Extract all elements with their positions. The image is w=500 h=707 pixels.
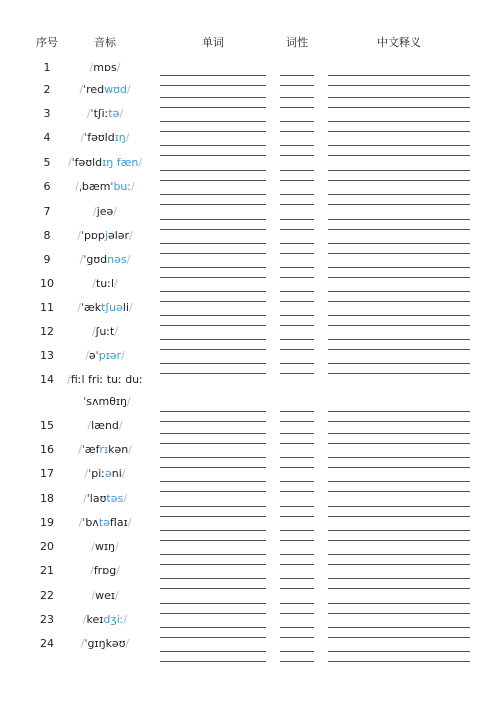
phonetic-text — [79, 516, 132, 530]
phonetic-highlight: ə — [104, 467, 112, 480]
phonetic-text — [78, 443, 132, 457]
meaning-answer-line[interactable] — [328, 457, 470, 458]
word-answer-line[interactable] — [160, 457, 266, 458]
phonetic-part: ʃuːt — [95, 325, 115, 338]
phonetic-part: ˈred — [83, 83, 105, 96]
row-number: 9 — [43, 253, 51, 266]
meaning-answer-line[interactable] — [328, 75, 470, 76]
pos-answer-line[interactable] — [280, 170, 314, 171]
slash-mark: / — [91, 589, 96, 602]
row-number: 19 — [40, 516, 54, 529]
slash-mark: / — [128, 443, 132, 456]
pos-answer-line[interactable] — [280, 75, 314, 76]
slash-mark: / — [91, 540, 95, 553]
phonetic-text — [81, 637, 129, 651]
meaning-answer-line[interactable] — [328, 194, 470, 195]
slash-mark: / — [116, 61, 121, 74]
phonetic-part: li — [122, 301, 130, 314]
pos-answer-line[interactable] — [280, 661, 314, 662]
slash-mark: / — [114, 589, 119, 602]
phonetic-part: ˈfəʊld — [71, 156, 103, 169]
phonetic-text — [90, 564, 120, 578]
table-row — [0, 61, 500, 85]
meaning-answer-line[interactable] — [328, 578, 470, 579]
slash-mark: / — [119, 107, 124, 120]
phonetic-part: flaɪ — [109, 516, 128, 529]
phonetic-text — [84, 467, 125, 481]
pos-answer-line[interactable] — [280, 554, 314, 555]
phonetic-text — [83, 613, 127, 627]
slash-mark: / — [125, 637, 130, 650]
word-answer-line[interactable] — [160, 433, 266, 434]
meaning-answer-line[interactable] — [328, 315, 470, 316]
slash-mark: / — [91, 325, 96, 338]
phonetic-part: ˈfəʊld — [84, 131, 115, 144]
row-number: 12 — [40, 325, 54, 338]
phonetic-part: ˈlaʊ — [86, 492, 107, 505]
row-number: 16 — [40, 443, 54, 456]
table-row — [0, 613, 500, 637]
slash-mark: / — [77, 301, 81, 314]
row-number: 20 — [40, 540, 54, 553]
row-number: 11 — [40, 301, 54, 314]
phonetic-part: ˌbæmˈ — [78, 180, 114, 193]
phonetic-part: ˈtʃiː — [90, 107, 109, 120]
phonetic-highlight: ɪŋ fæn — [102, 156, 139, 169]
row-number: 7 — [43, 205, 51, 218]
slash-mark: / — [78, 443, 82, 456]
slash-mark: / — [116, 564, 120, 577]
pos-answer-line[interactable] — [280, 243, 314, 244]
phonetic-part: mɒs — [93, 61, 117, 74]
phonetic-part: frɒg — [93, 564, 117, 577]
meaning-answer-line[interactable] — [328, 554, 470, 555]
phonetic-text — [92, 325, 118, 339]
slash-mark: / — [86, 107, 91, 120]
phonetic-highlight: pɪər — [98, 349, 122, 362]
slash-mark: / — [79, 253, 84, 266]
slash-mark: / — [75, 180, 79, 193]
row-number: 18 — [40, 492, 54, 505]
phonetic-text — [87, 107, 123, 121]
table-row — [0, 373, 500, 408]
slash-mark: / — [80, 637, 85, 650]
table-row — [0, 325, 500, 349]
table-row — [0, 301, 500, 325]
phonetic-part: wɪŋ — [94, 540, 116, 553]
table-row — [0, 83, 500, 107]
phonetic-highlight: tʃuə — [101, 301, 123, 314]
header-meaning: 中文释义 — [377, 36, 421, 49]
table-row — [0, 131, 500, 155]
row-number: 15 — [40, 419, 54, 432]
slash-mark: / — [84, 467, 89, 480]
slash-mark: / — [80, 131, 85, 144]
phonetic-text — [81, 131, 130, 145]
header-word: 单词 — [202, 36, 224, 49]
phonetic-text — [85, 349, 125, 363]
table-row — [0, 637, 500, 661]
phonetic-part: ˈgɪŋkəʊ — [84, 637, 126, 650]
pos-answer-line[interactable] — [280, 291, 314, 292]
slash-mark: / — [113, 205, 118, 218]
phonetic-highlight: wʊd — [104, 83, 127, 96]
row-number: 3 — [43, 107, 51, 120]
slash-mark: / — [87, 419, 92, 432]
table-row — [0, 540, 500, 564]
phonetic-part: əˈ — [88, 349, 99, 362]
slash-mark: / — [92, 205, 97, 218]
phonetic-text — [79, 83, 130, 97]
row-number: 5 — [43, 156, 51, 169]
phonetic-highlight: tə — [98, 516, 110, 529]
meaning-answer-line[interactable] — [328, 661, 470, 662]
pos-answer-line[interactable] — [280, 530, 314, 531]
pos-answer-line[interactable] — [280, 578, 314, 579]
pos-answer-line[interactable] — [280, 267, 314, 268]
slash-mark: / — [127, 516, 132, 529]
table-row — [0, 443, 500, 467]
phonetic-part: ˈpiː — [88, 467, 105, 480]
meaning-answer-line[interactable] — [328, 651, 470, 652]
table-row — [0, 589, 500, 613]
phonetic-highlight: ɪŋ — [114, 131, 126, 144]
meaning-answer-line[interactable] — [328, 145, 470, 146]
slash-mark: / — [114, 277, 118, 290]
pos-answer-line[interactable] — [280, 145, 314, 146]
row-number: 8 — [43, 229, 51, 242]
phonetic-text — [93, 205, 117, 219]
meaning-answer-line[interactable] — [328, 530, 470, 531]
pos-answer-line[interactable] — [280, 339, 314, 340]
phonetic-text — [67, 373, 143, 387]
slash-mark: / — [83, 492, 87, 505]
slash-mark: / — [138, 156, 143, 169]
slash-mark: / — [78, 516, 83, 529]
pos-answer-line[interactable] — [280, 219, 314, 220]
word-answer-line[interactable] — [160, 481, 266, 482]
word-answer-line[interactable] — [160, 530, 266, 531]
phonetic-part: ˈsʌmθɪŋ — [83, 395, 128, 408]
slash-mark: / — [123, 613, 128, 626]
word-answer-line[interactable] — [160, 243, 266, 244]
row-number: 13 — [40, 349, 54, 362]
meaning-answer-line[interactable] — [328, 603, 470, 604]
slash-mark: / — [126, 83, 131, 96]
meaning-answer-line[interactable] — [328, 267, 470, 268]
word-answer-line[interactable] — [160, 578, 266, 579]
phonetic-part: ˈpɒp — [80, 229, 105, 242]
meaning-answer-line[interactable] — [328, 219, 470, 220]
phonetic-text — [91, 589, 118, 603]
table-row — [0, 156, 500, 180]
pos-answer-line[interactable] — [280, 651, 314, 652]
row-number: 17 — [40, 467, 54, 480]
word-answer-line[interactable] — [160, 291, 266, 292]
table-row — [0, 180, 500, 204]
table-row — [0, 419, 500, 443]
row-number: 1 — [43, 61, 51, 74]
row-number: 22 — [40, 589, 54, 602]
slash-mark: / — [90, 564, 94, 577]
word-answer-line[interactable] — [160, 315, 266, 316]
phonetic-part: jeə — [96, 205, 114, 218]
slash-mark: / — [129, 301, 133, 314]
word-answer-line[interactable] — [160, 554, 266, 555]
slash-mark: / — [126, 253, 131, 266]
meaning-answer-line[interactable] — [328, 121, 470, 122]
phonetic-highlight: tə — [108, 107, 120, 120]
row-number: 4 — [43, 131, 51, 144]
phonetic-part: ˈgʊd — [83, 253, 108, 266]
table-row — [0, 467, 500, 491]
meaning-answer-line[interactable] — [328, 291, 470, 292]
pos-answer-line[interactable] — [280, 315, 314, 316]
phonetic-text — [80, 253, 131, 267]
slash-mark: / — [131, 180, 135, 193]
pos-answer-line[interactable] — [280, 194, 314, 195]
phonetic-part: ələr — [107, 229, 130, 242]
word-answer-line[interactable] — [160, 363, 266, 364]
slash-mark: / — [92, 277, 96, 290]
pos-answer-line[interactable] — [280, 506, 314, 507]
meaning-answer-line[interactable] — [328, 97, 470, 98]
word-answer-line[interactable] — [160, 603, 266, 604]
word-answer-line[interactable] — [160, 339, 266, 340]
row-number: 24 — [40, 637, 54, 650]
word-answer-line[interactable] — [160, 627, 266, 628]
phonetic-part: kən — [108, 443, 129, 456]
row-number: 23 — [40, 613, 54, 626]
pos-answer-line[interactable] — [280, 97, 314, 98]
phonetic-highlight: j — [104, 229, 108, 242]
meaning-answer-line[interactable] — [328, 170, 470, 171]
header-phonetic: 音标 — [94, 36, 116, 49]
header-index: 序号 — [36, 36, 58, 49]
word-answer-line[interactable] — [160, 75, 266, 76]
phonetic-part: weɪ — [95, 589, 115, 602]
word-answer-line[interactable] — [160, 661, 266, 662]
table-row — [0, 107, 500, 131]
header-pos: 词性 — [286, 36, 308, 49]
pos-answer-line[interactable] — [280, 433, 314, 434]
word-answer-line[interactable] — [160, 267, 266, 268]
slash-mark: / — [129, 229, 133, 242]
phonetic-part: ˈæk — [80, 301, 102, 314]
meaning-answer-line[interactable] — [328, 363, 470, 364]
slash-mark: / — [115, 540, 119, 553]
table-row — [0, 205, 500, 229]
table-row — [0, 277, 500, 301]
phonetic-part: ˈbʌ — [82, 516, 99, 529]
slash-mark: / — [121, 467, 126, 480]
meaning-answer-line[interactable] — [328, 506, 470, 507]
pos-answer-line[interactable] — [280, 457, 314, 458]
phonetic-part: tuːl — [95, 277, 115, 290]
slash-mark: / — [125, 131, 130, 144]
meaning-answer-line[interactable] — [328, 627, 470, 628]
meaning-answer-line[interactable] — [328, 243, 470, 244]
slash-mark: / — [82, 613, 87, 626]
phonetic-text — [92, 277, 117, 291]
slash-mark: / — [67, 373, 71, 386]
phonetic-text — [77, 301, 133, 315]
slash-mark: / — [118, 419, 123, 432]
phonetic-part: fiːl friː tuː duː — [70, 373, 143, 386]
phonetic-part: lænd — [91, 419, 119, 432]
phonetic-part: keɪ — [86, 613, 104, 626]
slash-mark: / — [114, 325, 119, 338]
slash-mark: / — [127, 395, 131, 408]
pos-answer-line[interactable] — [280, 121, 314, 122]
table-row — [0, 253, 500, 277]
phonetic-text — [91, 540, 119, 554]
phonetic-highlight: nəs — [107, 253, 127, 266]
phonetic-text — [83, 492, 127, 506]
meaning-answer-line[interactable] — [328, 433, 470, 434]
row-number: 10 — [40, 277, 54, 290]
word-answer-line[interactable] — [160, 411, 266, 412]
meaning-answer-line[interactable] — [328, 411, 470, 412]
table-row — [0, 516, 500, 540]
slash-mark: / — [79, 83, 84, 96]
table-header — [0, 34, 500, 54]
pos-answer-line[interactable] — [280, 603, 314, 604]
word-answer-line[interactable] — [160, 651, 266, 652]
table-row — [0, 229, 500, 253]
phonetic-text — [68, 156, 142, 170]
table-row — [0, 492, 500, 516]
word-answer-line[interactable] — [160, 97, 266, 98]
meaning-answer-line[interactable] — [328, 339, 470, 340]
phonetic-text — [87, 419, 122, 433]
row-number: 14 — [40, 373, 54, 386]
row-number: 21 — [40, 564, 54, 577]
phonetic-highlight: rɪ — [99, 443, 109, 456]
meaning-answer-line[interactable] — [328, 481, 470, 482]
phonetic-highlight: dʒiː — [103, 613, 124, 626]
pos-answer-line[interactable] — [280, 363, 314, 364]
phonetic-part: ˈæf — [81, 443, 100, 456]
table-row — [0, 349, 500, 373]
phonetic-highlight: təs — [106, 492, 124, 505]
word-answer-line[interactable] — [160, 506, 266, 507]
slash-mark: / — [77, 229, 81, 242]
row-number: 2 — [43, 83, 51, 96]
slash-mark: / — [85, 349, 89, 362]
phonetic-highlight: buː — [113, 180, 132, 193]
phonetic-text — [75, 180, 135, 194]
pos-answer-line[interactable] — [280, 411, 314, 412]
phonetic-text — [77, 229, 133, 243]
word-answer-line[interactable] — [160, 194, 266, 195]
phonetic-part: ni — [111, 467, 122, 480]
phonetic-text — [90, 61, 121, 75]
slash-mark: / — [121, 349, 125, 362]
slash-mark: / — [67, 156, 72, 169]
word-answer-line[interactable] — [160, 145, 266, 146]
word-answer-line[interactable] — [160, 219, 266, 220]
word-answer-line[interactable] — [160, 121, 266, 122]
slash-mark: / — [89, 61, 94, 74]
pos-answer-line[interactable] — [280, 627, 314, 628]
phonetic-text-continued — [83, 395, 131, 409]
word-answer-line[interactable] — [160, 170, 266, 171]
slash-mark: / — [123, 492, 127, 505]
pos-answer-line[interactable] — [280, 481, 314, 482]
row-number: 6 — [43, 180, 51, 193]
table-row — [0, 564, 500, 588]
